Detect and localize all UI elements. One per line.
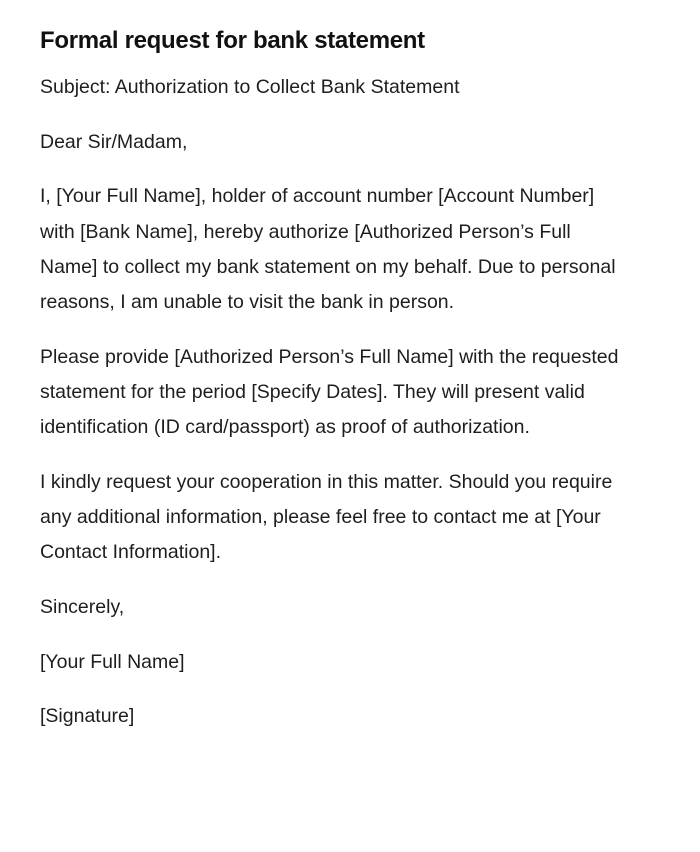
signer-name-placeholder: [Your Full Name] bbox=[40, 650, 185, 673]
closing: Sincerely, bbox=[40, 595, 125, 618]
subject-line: Subject: Authorization to Collect Bank Statement bbox=[40, 76, 460, 98]
body-paragraph-authorization: I, [Your Full Name], holder of account number [Account Number] with [Bank Name], hereby authorize [Authorized Person’s Full Name] to collect my bank statement on my behalf. Due to personal reasons, I am unable to visit the bank in person. bbox=[40, 185, 616, 314]
body-paragraph-cooperation: I kindly request your cooperation in this matter. Should you require any additional information, please feel free to contact me at [Your Contact Information]. bbox=[40, 470, 613, 564]
document-title: Formal request for bank statement bbox=[40, 27, 425, 54]
salutation: Dear Sir/Madam, bbox=[40, 130, 188, 153]
body-paragraph-request-details: Please provide [Authorized Person’s Full Name] with the requested statement for the period [Specify Dates]. They will present valid identification (ID card/passport) as proof of authorization. bbox=[40, 345, 619, 439]
signature-placeholder: [Signature] bbox=[40, 705, 135, 728]
